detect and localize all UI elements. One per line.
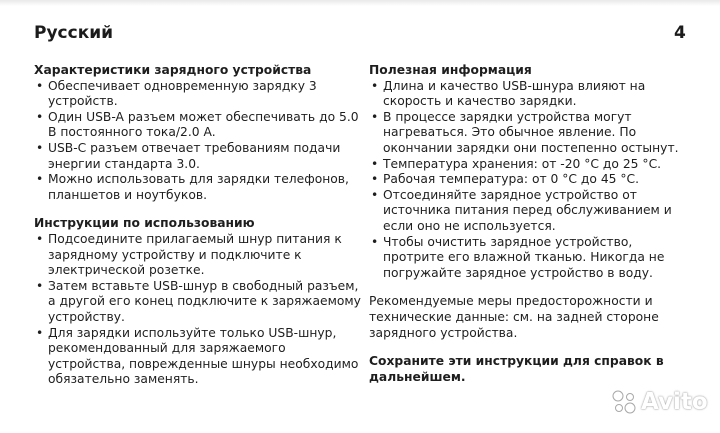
- info-item: • Отсоединяйте зарядное устройство от источника питания перед обслуживанием и если оно не используется.: [369, 188, 689, 235]
- info-item: • В процессе зарядки устройства могут нагреваться. Это обычное явление. По окончании зарядки они постепенно остынут.: [369, 110, 689, 157]
- spec-item: • Обеспечивает одновременную зарядку 3 устройств.: [34, 79, 364, 110]
- spec-item: • Один USB-A разъем может обеспечивать до 5.0 В постоянного тока/2.0 A.: [34, 110, 364, 141]
- spec-item: • Можно использовать для зарядки телефонов, планшетов и ноутбуков.: [34, 172, 364, 203]
- avito-watermark: [611, 389, 708, 415]
- safety-note: Рекомендуемые меры предосторожности и технические данные: см. на задней стороне зарядного устройства.: [369, 294, 659, 340]
- info-item: • Температура хранения: от -20 °C до 25 °C.: [369, 157, 689, 173]
- usage-list: [34, 232, 364, 388]
- usage-section-title: Инструкции по использованию: [34, 216, 255, 231]
- spec-list: [34, 79, 364, 204]
- language-heading: Русский: [34, 23, 114, 43]
- spec-item: • USB-C разъем отвечает требованиям подачи энергии стандарта 3.0.: [34, 141, 364, 172]
- left-column: [34, 63, 364, 388]
- page-top-edge: [0, 0, 720, 6]
- page-number: 4: [674, 23, 686, 43]
- spec-section-title: Характеристики зарядного устройства: [34, 63, 312, 77]
- info-item: • Чтобы очистить зарядное устройство, протрите его влажной тканью. Никогда не погружайте зарядное устройство в воду.: [369, 235, 689, 282]
- watermark-text: Avito: [641, 389, 708, 415]
- usage-item: • Для зарядки используйте только USB-шнур, рекомендованный для заряжаемого устройства, поврежденные шнуры необходимо обязательно заменять.: [34, 326, 364, 388]
- usage-item: • Затем вставьте USB-шнур в свободный разъем, а другой его конец подключите к заряжаемому устройству.: [34, 279, 364, 326]
- info-list: [369, 79, 689, 282]
- right-column: [369, 63, 689, 385]
- info-section-title: Полезная информация: [369, 63, 532, 77]
- usage-item: • Подсоедините прилагаемый шнур питания к зарядному устройству и подключите к электрической розетке.: [34, 232, 364, 279]
- info-item: • Длина и качество USB-шнура влияют на скорость и качество зарядки.: [369, 79, 689, 110]
- avito-dots-icon: [611, 389, 637, 415]
- keep-instructions-note: Сохраните эти инструкции для справок в дальнейшем.: [369, 354, 664, 384]
- info-item: • Рабочая температура: от 0 °C до 45 °C.: [369, 172, 689, 188]
